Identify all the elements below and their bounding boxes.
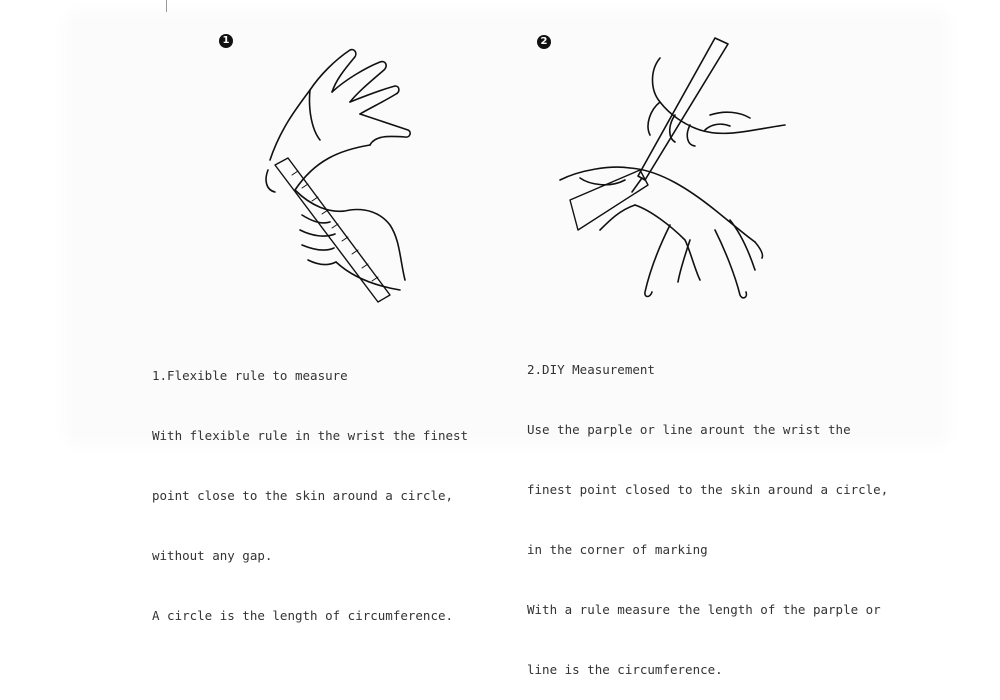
step-1-line-1: With flexible rule in the wrist the finest — [152, 428, 469, 443]
step-2-line-5: line is the circumference. — [527, 662, 723, 677]
step-2-badge: 2 — [537, 35, 551, 49]
step-2-title: 2.DIY Measurement — [527, 362, 655, 377]
step-1-title: 1.Flexible rule to measure — [152, 368, 348, 383]
step-2-line-4: With a rule measure the length of the parple or — [527, 602, 881, 617]
hand-with-tape-measure-icon — [240, 40, 440, 310]
step-2-caption — [527, 320, 888, 700]
step-1-badge: 1 — [219, 34, 233, 48]
top-divider — [166, 0, 167, 12]
hand-with-pen-and-paper-strip-icon — [550, 30, 810, 310]
step-1-line-2: point close to the skin around a circle, — [152, 488, 454, 503]
step-1-line-3: without any gap. — [152, 548, 273, 563]
step-1-caption — [152, 326, 468, 646]
step-2-line-2: finest point closed to the skin around a circle, — [527, 482, 889, 497]
step-1-line-4: A circle is the length of circumference. — [152, 608, 454, 623]
step-2-line-1: Use the parple or line arount the wrist the — [527, 422, 851, 437]
step-2-line-3: in the corner of marking — [527, 542, 708, 557]
